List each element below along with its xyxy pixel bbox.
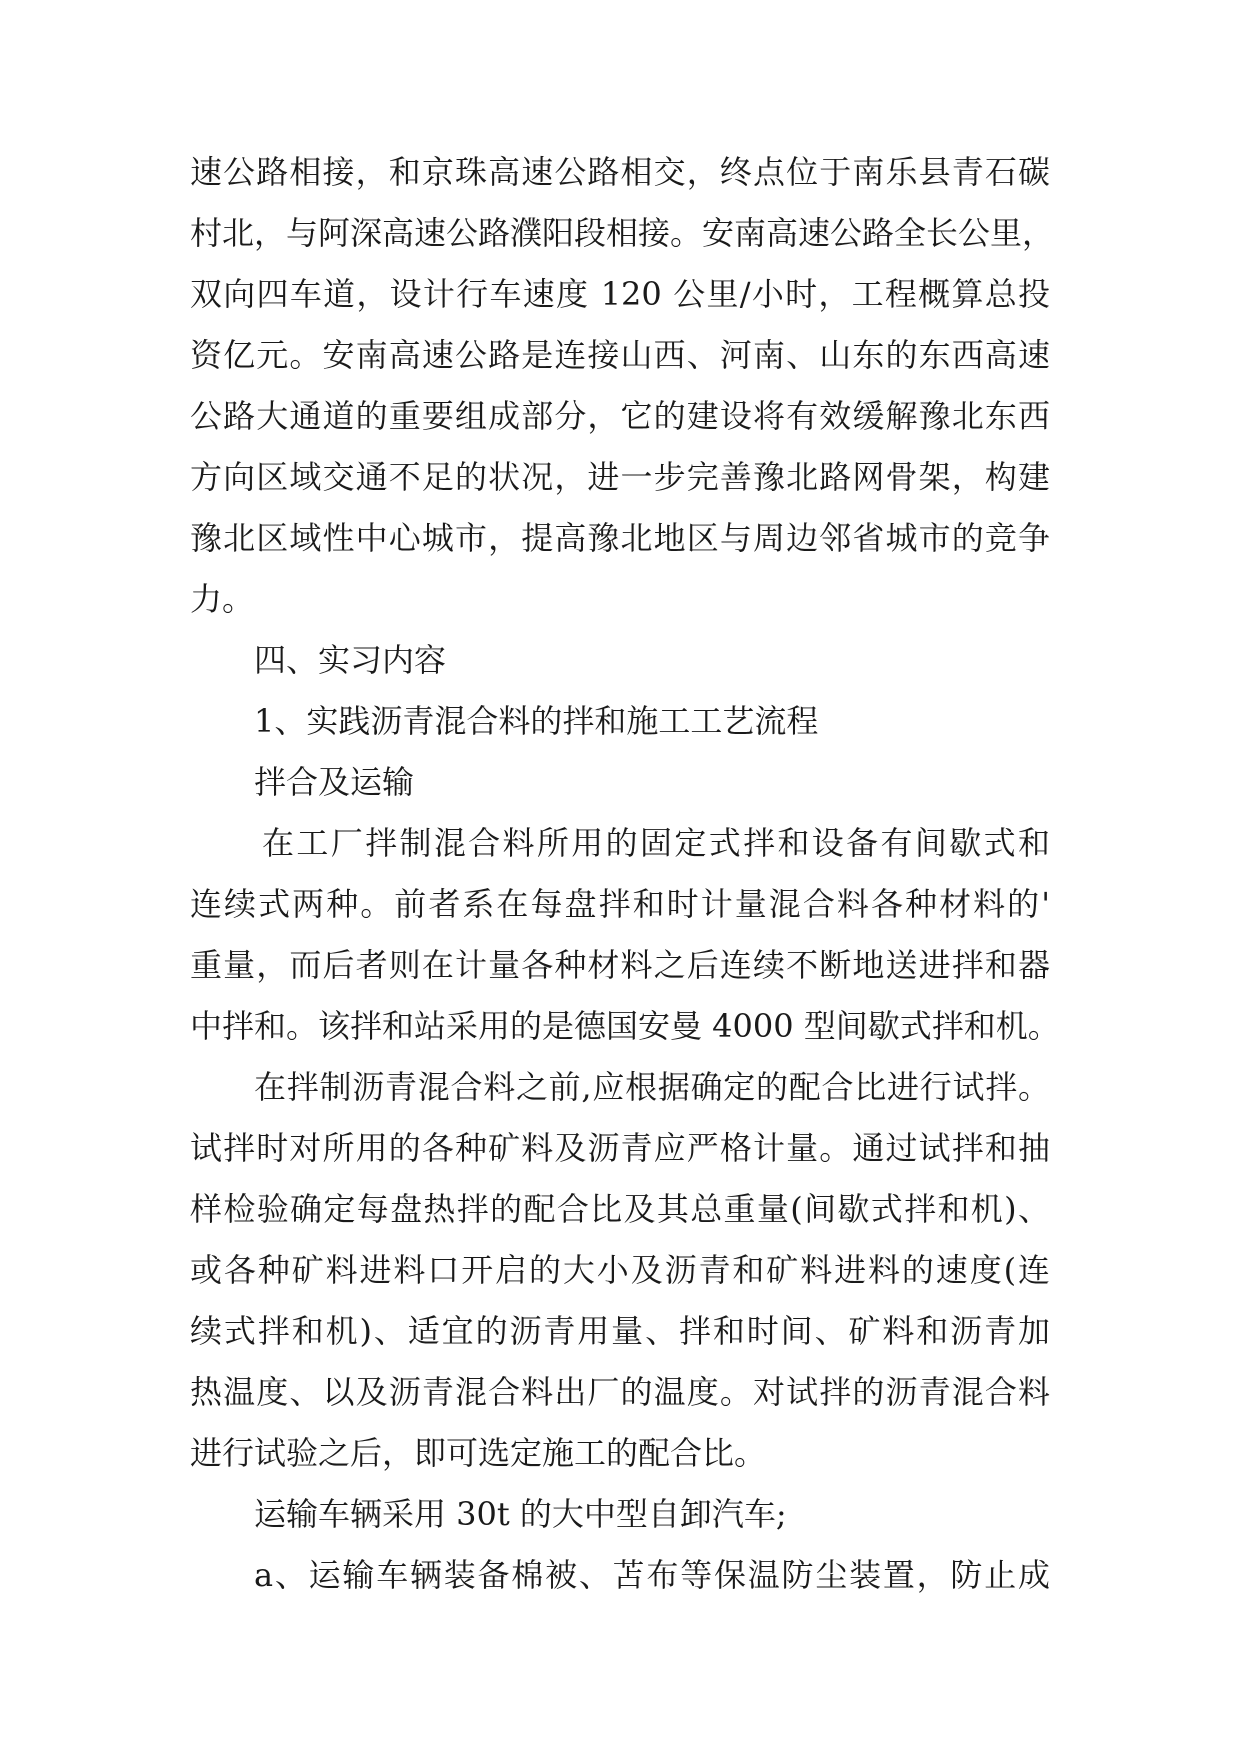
text-line: 在工厂拌制混合料所用的固定式拌和设备有间歇式和 [262,824,1050,862]
text-line: 双向四车道，设计行车速度 120 公里/小时，工程概算总投 [190,275,1050,313]
text-line: a、运输车辆装备棉被、苫布等保温防尘装置，防止成 [254,1556,1050,1594]
text-line: 或各种矿料进料口开启的大小及沥青和矿料进料的速度(连 [190,1251,1050,1289]
text-line: 试拌时对所用的各种矿料及沥青应严格计量。通过试拌和抽 [190,1129,1050,1167]
text-line: 资亿元。安南高速公路是连接山西、河南、山东的东西高速 [190,336,1050,374]
subsection-heading: 1、实践沥青混合料的拌和施工工艺流程 [254,702,819,740]
text-line: 村北，与阿深高速公路濮阳段相接。安南高速公路全长公里， [190,214,1055,252]
text-line: 续式拌和机)、适宜的沥青用量、拌和时间、矿料和沥青加 [190,1312,1050,1350]
text-line: 豫北区域性中心城市，提高豫北地区与周边邻省城市的竞争 [190,519,1050,557]
subsection-title: 拌合及运输 [254,763,415,801]
text-line: 连续式两种。前者系在每盘拌和时计量混合料各种材料的' [190,885,1050,923]
text-line: 速公路相接，和京珠高速公路相交，终点位于南乐县青石碳 [190,153,1050,191]
section-heading: 四、实习内容 [254,641,447,679]
text-line: 力。 [190,580,255,618]
text-line: 进行试验之后，即可选定施工的配合比。 [190,1434,767,1472]
text-line: 热温度、以及沥青混合料出厂的温度。对试拌的沥青混合料 [190,1373,1050,1411]
text-line: 重量，而后者则在计量各种材料之后连续不断地送进拌和器 [190,946,1050,984]
document-body [190,142,1060,1606]
text-line: 在拌制沥青混合料之前,应根据确定的配合比进行试拌。 [254,1068,1050,1106]
text-line: 运输车辆采用 30t 的大中型自卸汽车; [254,1495,787,1533]
text-line: 方向区域交通不足的状况，进一步完善豫北路网骨架，构建 [190,458,1050,496]
text-line: 样检验确定每盘热拌的配合比及其总重量(间歇式拌和机)、 [190,1190,1050,1228]
text-line: 中拌和。该拌和站采用的是德国安曼 4000 型间歇式拌和机。 [190,1007,1060,1045]
text-line: 公路大通道的重要组成部分，它的建设将有效缓解豫北东西 [190,397,1050,435]
